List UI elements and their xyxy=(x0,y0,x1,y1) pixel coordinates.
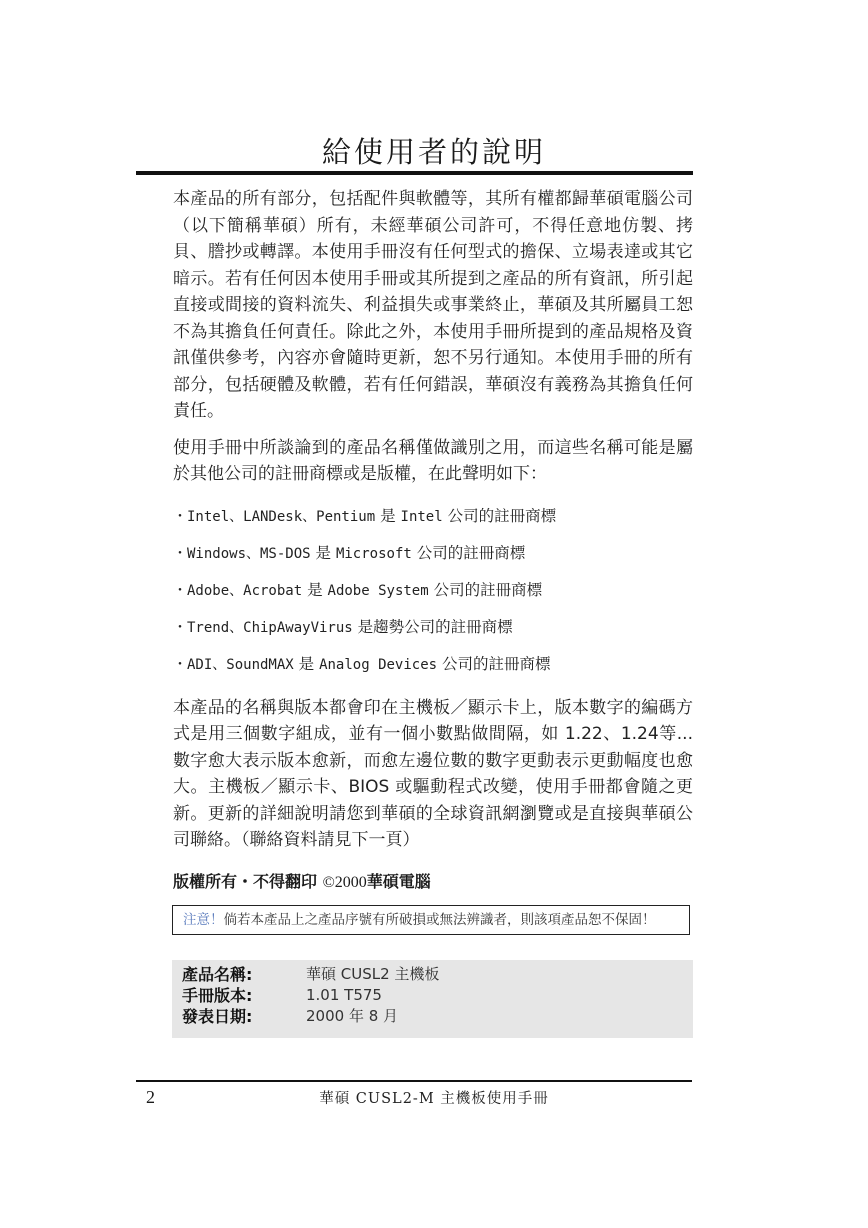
body-content xyxy=(173,186,693,864)
page-number: 2 xyxy=(146,1087,155,1107)
paragraph-versioning: 本產品的名稱與版本都會印在主機板／顯示卡上，版本數字的編碼方式是用三個數字組成，並有一個小數點做間隔，如 1.22、1.24等...數字愈大表示版本愈新，而愈左邊位數的數字更動表示更動幅度也愈大。主機板／顯示卡、BIOS 或驅動程式改變，使用手冊都會隨之更新。更新的詳細說明請您到華碩的全球資訊網瀏覽或是直接與華碩公司聯絡。（聯絡資料請見下一頁） xyxy=(173,697,693,850)
product-name-row: 產品名稱: 華碩 CUSL2 主機板 xyxy=(182,965,440,984)
footer-rule xyxy=(136,1080,692,1082)
trademark-item: ・ADI、SoundMAX 是 Analog Devices 公司的註冊商標 xyxy=(173,654,551,673)
trademark-item: ・Windows、MS-DOS 是 Microsoft 公司的註冊商標 xyxy=(173,543,526,562)
trademark-item: ・Trend、ChipAwayVirus 是趨勢公司的註冊商標 xyxy=(173,617,513,636)
trademark-list xyxy=(173,498,693,683)
manual-version-row: 手冊版本: 1.01 T575 xyxy=(182,986,382,1005)
trademark-item: ・Intel、LANDesk、Pentium 是 Intel 公司的註冊商標 xyxy=(173,506,557,525)
release-date-row: 發表日期: 2000 年 8 月 xyxy=(182,1007,399,1026)
page-title: 給使用者的說明 xyxy=(321,135,546,169)
footer-title: 華碩 CUSL2-M 主機板使用手冊 xyxy=(319,1091,549,1107)
paragraph-ownership: 本產品的所有部分，包括配件與軟體等，其所有權都歸華碩電腦公司（以下簡稱華碩）所有，未經華碩公司許可，不得任意地仿製、拷貝、謄抄或轉譯。本使用手冊沒有任何型式的擔保、立場表達或其它暗示。若有任何因本使用手冊或其所提到之產品的所有資訊，所引起直接或間接的資料流失、利益損失或事業終止，華碩及其所屬員工恕不為其擔負任何責任。除此之外，本使用手冊所提到的產品規格及資訊僅供參考，內容亦會隨時更新，恕不另行通知。本使用手冊的所有部分，包括硬體及軟體，若有任何錯誤，華碩沒有義務為其擔負任何責任。 xyxy=(173,189,693,421)
trademark-item: ・Adobe、Acrobat 是 Adobe System 公司的註冊商標 xyxy=(173,580,543,599)
product-info-box xyxy=(172,960,693,1038)
notice-label: 注意！ xyxy=(183,912,224,928)
copyright-notice: 版權所有・不得翻印 ©2000華碩電腦 xyxy=(173,872,431,891)
paragraph-trademark-intro: 使用手冊中所談論到的產品名稱僅做識別之用，而這些名稱可能是屬於其他公司的註冊商標或是版權，在此聲明如下： xyxy=(173,437,693,484)
header-rule xyxy=(136,171,693,175)
warranty-notice-box xyxy=(172,905,690,935)
notice-text: 倘若本產品上之產品序號有所破損或無法辨識者，則該項產品恕不保固！ xyxy=(223,912,656,928)
